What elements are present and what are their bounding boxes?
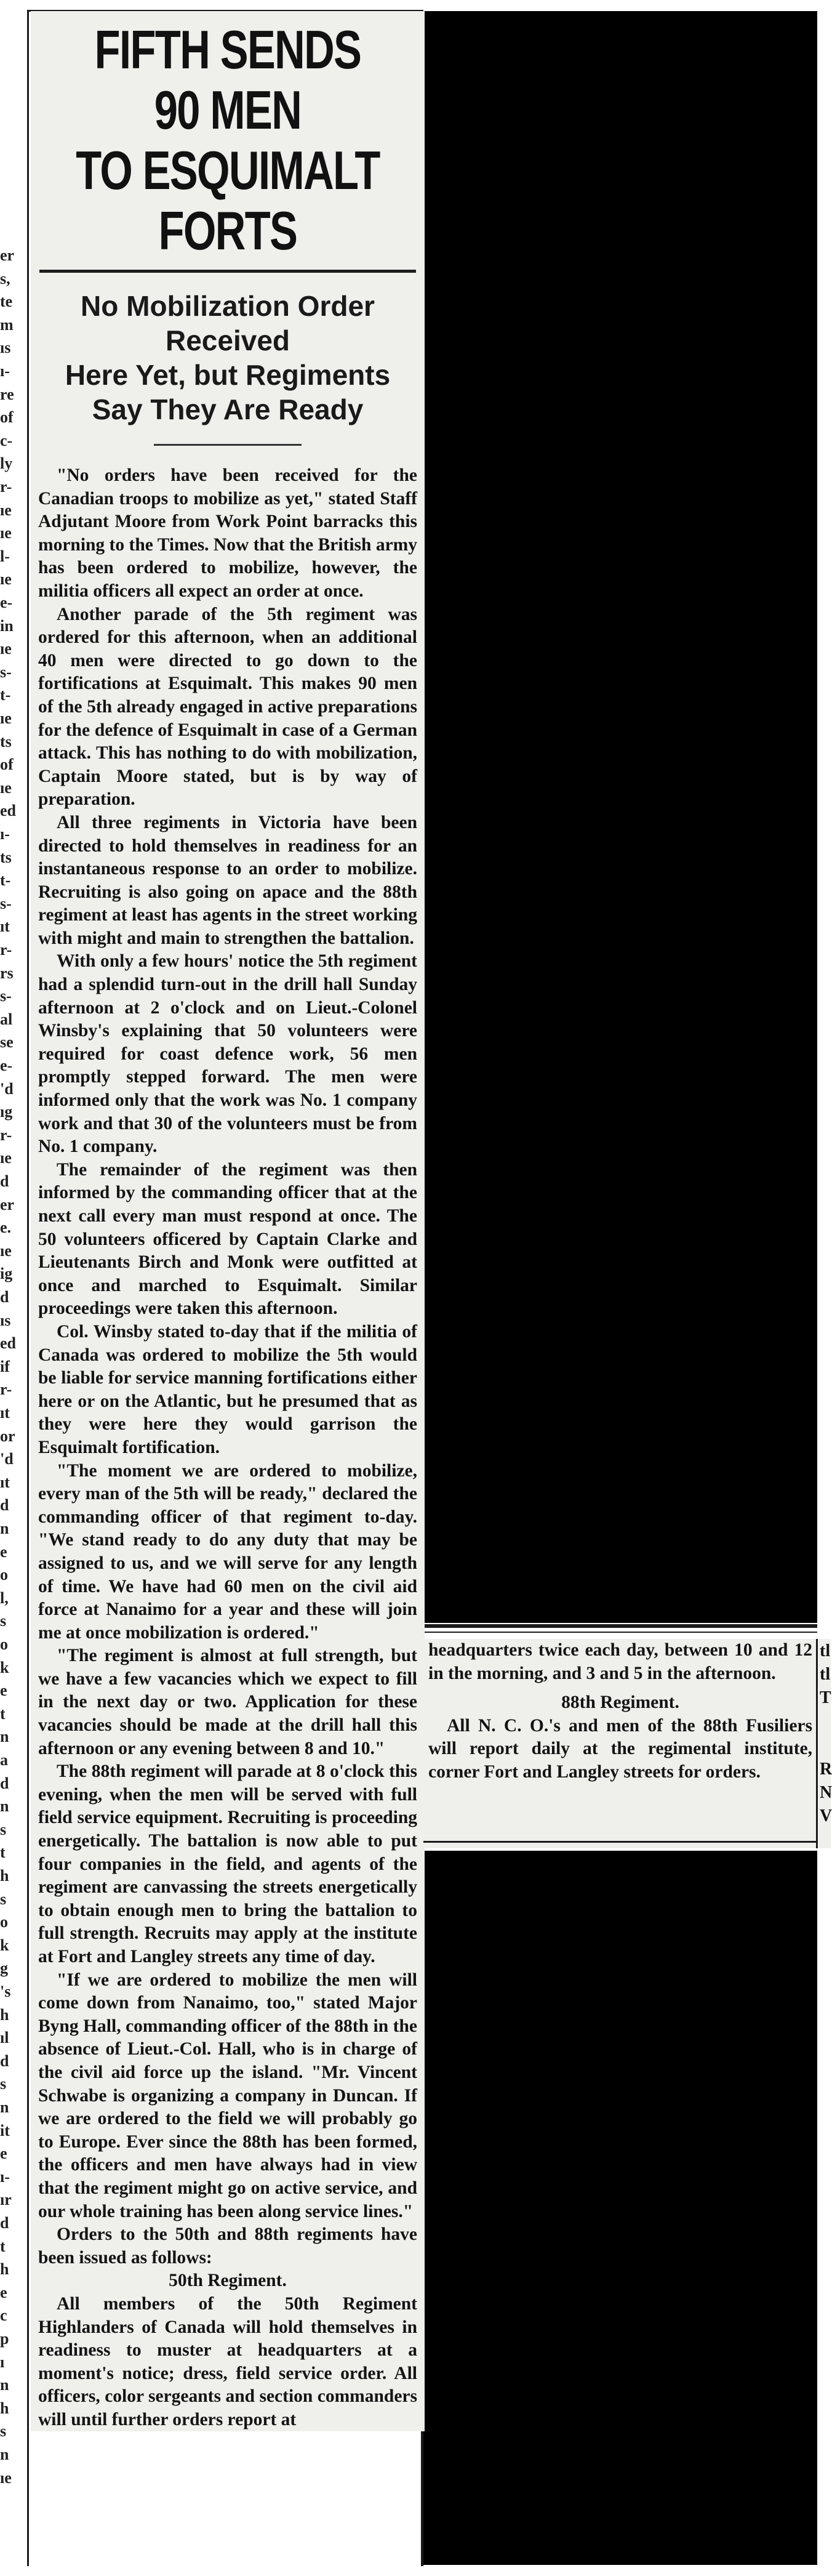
left-fragment-text: s — [0, 1612, 7, 1630]
left-fragment-text: re — [0, 385, 14, 403]
left-fragment-text: ıg — [0, 1103, 13, 1121]
left-fragment-text: ıe — [0, 1149, 12, 1167]
article-paragraph: Col. Winsby stated to-day that if the militia of Canada was ordered to mobilize the 5th would be liable for service manning fortifications either here or on the Atlantic, but he presumed that as they were here they would garrison the Esquimalt fortification. — [38, 1321, 417, 1457]
left-fragment-text: er — [0, 1195, 15, 1214]
left-fragment-text: d — [0, 1774, 9, 1792]
right-fragment-text: R — [820, 1760, 832, 1779]
article-paragraph: "If we are ordered to mobilize the men will come down from Nanaimo, too," stated Major Byng Hall, commanding officer of the 88th in the absence of Lieut.-Col. Hall, who is in charge of the civil aid force up the island. "Mr. Vincent Schwabe is organizing a company in Duncan. If we are ordered to the field we will probably go to Europe. Ever since the 88th has been formed, the officers and men have always had in view that the regiment might go on active service, and our whole training has been along service lines." — [38, 1970, 417, 2221]
right-fragment-text: T — [820, 1688, 831, 1707]
left-fragment-text: e- — [0, 594, 13, 611]
left-fragment-text: 's — [0, 1982, 11, 2000]
left-fragment-text: t — [0, 2237, 6, 2255]
left-fragment-text: ı- — [0, 2167, 10, 2186]
left-fragment-text: ts — [0, 848, 12, 866]
headline-line-1: FIFTH SENDS 90 MEN — [94, 19, 361, 140]
left-fragment-text: in — [0, 616, 14, 635]
left-fragment-text: d — [0, 1496, 9, 1515]
article-paragraph: The 88th regiment will parade at 8 o'clock this evening, when the men will be served with full field service equipment. Recruiting is proceeding energetically. The battalion is now able to put four companies in the field, and agents of the regiment are canvassing the streets energetically to obtain enough men to bring the battalion to full strength. Recruits may apply at the institute at Fort and Langley streets any time of day. — [38, 1761, 417, 1966]
left-fragment-text: e — [0, 1681, 7, 1700]
left-fragment-text: r- — [0, 1380, 12, 1399]
section-heading-50th: 50th Regiment. — [169, 2271, 287, 2291]
article-paragraph: "The moment we are ordered to mobilize, every man of the 5th will be ready," declared the commanding officer of that regiment to-day. "We stand ready to do any duty that may be assigned to us, and we will serve for any length of time. We have had 60 men on the civil aid force at Nanaimo for a year and these will join me at once mobilization is ordered." — [38, 1460, 417, 1643]
left-fragment-text: t — [0, 1843, 6, 1862]
left-fragment-text: c- — [0, 431, 13, 449]
left-fragment-text: r- — [0, 1125, 12, 1144]
subhead-line-2: Here Yet, but Regiments — [65, 359, 391, 391]
right-fragment-text: tl — [820, 1641, 831, 1660]
left-clipped-column — [0, 246, 16, 2524]
article-paragraph: Orders to the 50th and 88th regiments have been issued as follows: — [38, 2224, 417, 2268]
subhead-line-1: No Mobilization Order Received — [81, 290, 375, 356]
left-fragment-text: ıe — [0, 570, 12, 589]
column-rule-right — [816, 1639, 818, 1848]
left-fragment-text: ıe — [0, 501, 12, 519]
left-fragment-text: s — [0, 1820, 7, 1838]
left-fragment-text: h — [0, 1867, 9, 1885]
continuation-paragraph: All N. C. O.'s and men of the 88th Fusiliers will report daily at the regimental institute, corner Fort and Langley streets for orders. — [428, 1715, 812, 1782]
left-fragment-text: c — [0, 2306, 7, 2325]
left-fragment-text: n — [0, 2445, 9, 2463]
left-fragment-text: ı — [0, 2353, 5, 2371]
left-fragment-text: rs — [0, 964, 14, 982]
left-fragment-text: if — [0, 1357, 10, 1375]
left-fragment-text: s, — [0, 269, 10, 288]
left-fragment-text: s — [0, 2075, 7, 2093]
continuation-column — [423, 1639, 817, 1848]
left-fragment-text: t- — [0, 871, 11, 890]
section-rule-right-2 — [423, 1632, 817, 1633]
left-fragment-text: of — [0, 755, 14, 774]
left-fragment-text: m — [0, 315, 14, 334]
continuation-paragraph: headquarters twice each day, between 10 and 12 in the morning, and 3 and 5 in the afternoon. — [428, 1640, 812, 1683]
left-fragment-text: d — [0, 1288, 9, 1306]
article-paragraph: All members of the 50th Regiment Highlanders of Canada will hold themselves in readiness to muster at headquarters at a moment's notice; dress, field service order. All officers, color sergeants and section commanders will until further orders report at — [38, 2293, 417, 2429]
left-fragment-text: s- — [0, 662, 12, 681]
right-fragment-text: tl — [820, 1665, 831, 1684]
left-fragment-text: ly — [0, 454, 13, 473]
left-fragment-text: t — [0, 1704, 6, 1723]
subheadline — [31, 273, 425, 427]
left-fragment-text: or — [0, 1427, 15, 1445]
left-fragment-text: n — [0, 1797, 9, 1816]
left-fragment-text: d — [0, 1172, 9, 1190]
left-fragment-text: r- — [0, 478, 12, 496]
section-rule-right — [423, 1624, 817, 1628]
left-fragment-text: ıl — [0, 2029, 9, 2047]
article-paragraph: Another parade of the 5th regiment was ordered for this afternoon, when an additional 40 men were directed to go down to the fortifications at Esquimalt. This makes 90 men of the 5th already engaged in active preparations for the defence of Esquimalt in case of a German attack. This has nothing to do with mobilization, Captain Moore stated, but is by way of preparation. — [38, 604, 417, 810]
left-fragment-text: s — [0, 2422, 7, 2441]
left-fragment-text: h — [0, 2260, 9, 2279]
left-fragment-text: e. — [0, 1218, 12, 1237]
left-fragment-text: h — [0, 2399, 9, 2417]
right-fragment-text: N — [820, 1783, 832, 1802]
left-fragment-text: k — [0, 1936, 9, 1954]
left-fragment-text: e — [0, 1542, 7, 1561]
left-fragment-text: er — [0, 246, 15, 264]
article-body — [31, 464, 425, 2431]
article-paragraph: All three regiments in Victoria have been directed to hold themselves in readiness for an instantaneous response to an order to mobilize. Recruiting is also going on apace and the 88th regiment at least has agents in the street working with might and main to strengthen the battalion. — [38, 812, 417, 948]
left-fragment-text: d — [0, 2051, 9, 2070]
left-fragment-text: s- — [0, 987, 12, 1005]
left-fragment-text: h — [0, 2005, 9, 2024]
left-fragment-text: al — [0, 1010, 13, 1028]
left-fragment-text: p — [0, 2330, 9, 2348]
subhead-rule — [154, 444, 302, 446]
left-fragment-text: ed — [0, 1334, 16, 1353]
section-heading-88th: 88th Regiment. — [561, 1693, 679, 1713]
left-fragment-text: ı- — [0, 362, 10, 380]
left-fragment-text: n — [0, 2376, 9, 2394]
redacted-region-top-right — [423, 11, 817, 1623]
left-fragment-text: ıt — [0, 1473, 10, 1491]
left-fragment-text: n — [0, 1728, 9, 1746]
redacted-region-bottom-right — [423, 1851, 817, 2565]
left-fragment-text: ed — [0, 802, 16, 820]
left-fragment-text: 'd — [0, 1079, 14, 1098]
left-fragment-text: s- — [0, 894, 12, 912]
left-fragment-text: g — [0, 1959, 8, 1978]
left-fragment-text: d — [0, 2214, 9, 2232]
left-fragment-text: o — [0, 1635, 8, 1653]
left-fragment-text: ıe — [0, 2468, 12, 2487]
article-paragraph: The remainder of the regiment was then informed by the commanding officer that at the next call every man must respond at once. The 50 volunteers officered by Captain Clarke and Lieutenants Birch and Monk were outfitted at once and marched to Esquimalt. Similar proceedings were taken this afternoon. — [38, 1159, 417, 1319]
subhead-line-3: Say They Are Ready — [92, 393, 364, 425]
article-column — [31, 11, 425, 2431]
article-paragraph: "No orders have been received for the Canadian troops to mobilize as yet," stated Staff Adjutant Moore from Work Point barracks this morning to the Times. Now that the British army has been ordered to mobilize, however, the militia officers all expect an order at once. — [38, 465, 417, 601]
right-fragment-text: V — [820, 1806, 832, 1825]
left-fragment-text: a — [0, 1751, 8, 1769]
left-fragment-text: 'd — [0, 1450, 14, 1468]
left-fragment-text: e — [0, 2283, 7, 2301]
left-fragment-text: ıe — [0, 1241, 12, 1260]
left-fragment-text: ts — [0, 732, 12, 751]
headline-line-2: TO ESQUIMALT FORTS — [76, 140, 380, 261]
left-fragment-text: t- — [0, 686, 11, 704]
left-fragment-text: o — [0, 1566, 8, 1584]
left-fragment-text: o — [0, 1913, 8, 1931]
left-fragment-text: se — [0, 1033, 14, 1052]
left-fragment-text: ıt — [0, 1404, 10, 1422]
article-paragraph: With only a few hours' notice the 5th regiment had a splendid turn-out in the drill hall Sunday afternoon at 2 o'clock and on Lieut.-Colonel Winsby's explaining that 50 volunteers were required for coast defence work, 56 men promptly stepped forward. The men were informed only that the work was No. 1 company work and that 30 of the volunteers must be from No. 1 company. — [38, 951, 417, 1157]
continuation-rule-bottom — [423, 1841, 817, 1843]
left-fragment-text: n — [0, 2098, 9, 2116]
left-fragment-text: it — [0, 2121, 10, 2139]
left-fragment-text: ig — [0, 1265, 13, 1283]
left-fragment-text: e — [0, 2144, 7, 2163]
left-fragment-text: n — [0, 1519, 9, 1537]
left-fragment-text: te — [0, 292, 13, 311]
left-fragment-text: of — [0, 408, 14, 427]
left-fragment-text: k — [0, 1658, 9, 1676]
left-fragment-text: ıs — [0, 339, 11, 357]
left-fragment-text: s — [0, 1890, 7, 1908]
column-rule-left — [27, 11, 29, 2566]
left-fragment-text: r- — [0, 941, 12, 959]
left-fragment-text: ıt — [0, 917, 10, 936]
left-fragment-text: ıe — [0, 524, 12, 542]
left-fragment-text: l, — [0, 1588, 9, 1607]
left-fragment-text: ıe — [0, 640, 12, 658]
left-fragment-text: ıe — [0, 709, 12, 727]
article-paragraph: "The regiment is almost at full strength, but we have a few vacancies which we expect to fill in the next day or two. Application for these vacancies should be made at the drill hall this afternoon or any evening between 8 and 10." — [38, 1646, 417, 1758]
left-fragment-text: ı- — [0, 825, 10, 843]
left-fragment-text: l- — [0, 547, 10, 565]
left-fragment-text: ır — [0, 2191, 12, 2209]
left-fragment-text: ıe — [0, 778, 12, 797]
left-fragment-text: e- — [0, 1057, 13, 1074]
right-clipped-column — [818, 1639, 831, 1848]
left-fragment-text: ıs — [0, 1311, 11, 1329]
